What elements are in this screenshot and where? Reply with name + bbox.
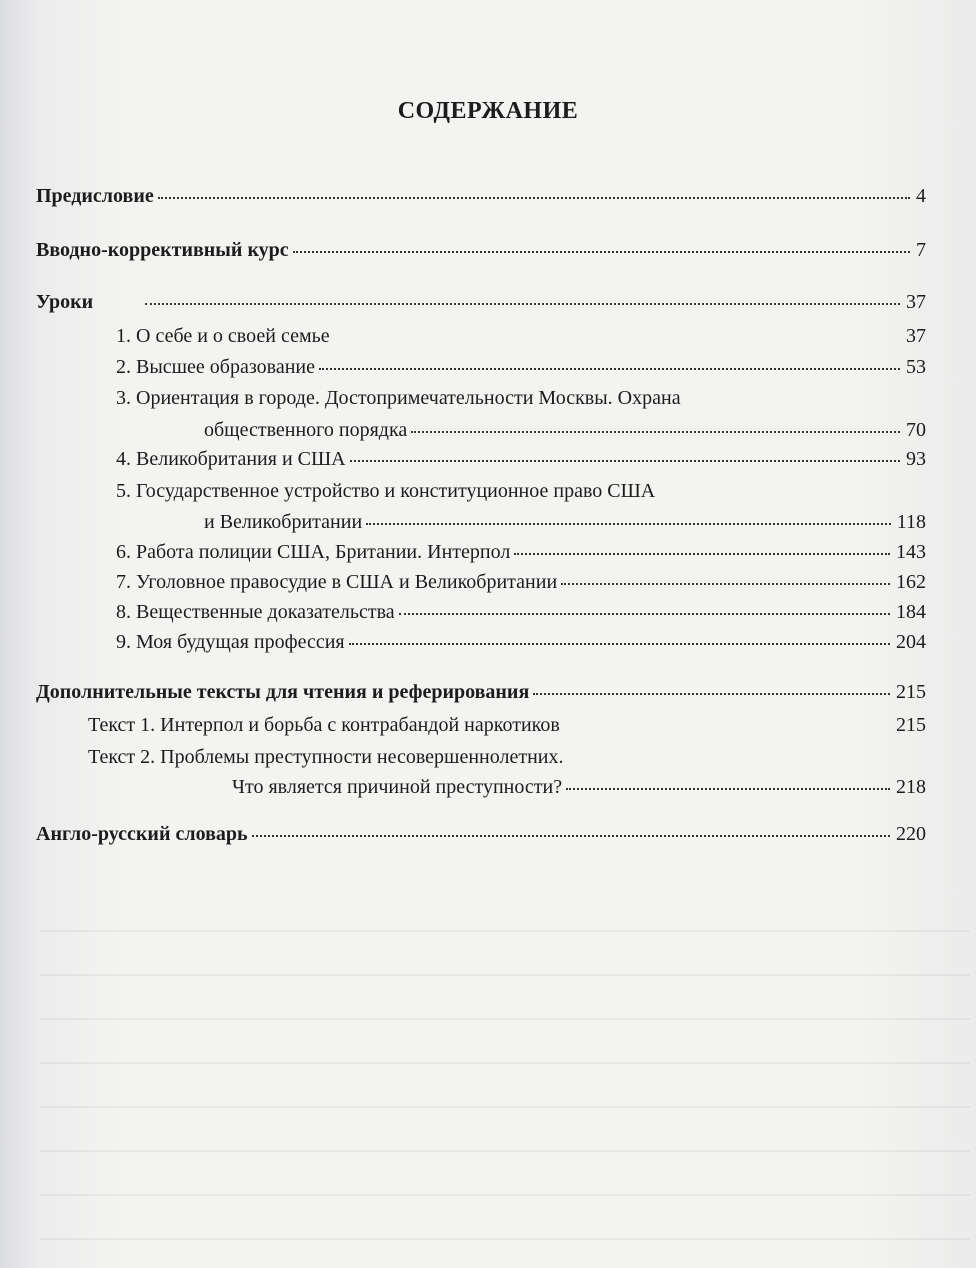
toc-lesson-6 [116, 540, 926, 564]
toc-entry-page: 70 [906, 419, 926, 441]
toc-entry-label: Англо-русский словарь [36, 823, 248, 845]
toc-entry-label: Предисловие [36, 185, 154, 207]
dot-leader [319, 368, 900, 370]
toc-lesson-1 [116, 324, 926, 348]
dot-leader [533, 693, 890, 695]
toc-lesson-8 [116, 600, 926, 624]
dot-leader [411, 431, 900, 433]
toc-lesson-7 [116, 570, 926, 594]
toc-entry-page: 93 [906, 448, 926, 470]
dot-leader [145, 303, 900, 305]
toc-entry-label: 4. Великобритания и США [116, 448, 346, 470]
toc-entry-label: общественного порядка [204, 419, 408, 441]
toc-entry-label: Дополнительные тексты для чтения и реферирования [36, 681, 530, 703]
toc-entry-page: 37 [906, 325, 926, 347]
toc-entry-label: 6. Работа полиции США, Британии. Интерпол [116, 541, 511, 563]
toc-lesson-3-line1: 3. Ориентация в городе. Достопримечательности Москвы. Охрана [116, 387, 681, 409]
toc-entry-preface [36, 184, 926, 208]
toc-additional-1 [88, 713, 926, 737]
dot-leader [399, 613, 890, 615]
dot-leader [334, 337, 900, 339]
toc-lesson-5 [204, 510, 926, 534]
toc-entry-page: 118 [896, 511, 926, 533]
toc-entry-dictionary [36, 822, 926, 846]
toc-entry-page: 143 [896, 541, 926, 563]
toc-entry-label: Текст 1. Интерпол и борьба с контрабандой наркотиков [88, 714, 560, 736]
bleed-through-texture [40, 930, 970, 1260]
toc-entry-page: 215 [896, 714, 926, 736]
toc-additional-2 [232, 775, 926, 799]
toc-entry-page: 215 [896, 681, 926, 703]
toc-entry-page: 184 [896, 601, 926, 623]
toc-entry-page: 4 [916, 185, 926, 207]
toc-entry-label: 2. Высшее образование [116, 356, 315, 378]
dot-leader [350, 460, 900, 462]
toc-entry-label: Уроки [36, 291, 94, 313]
toc-entry-additional [36, 680, 926, 704]
dot-leader [566, 788, 890, 790]
dot-leader [158, 197, 910, 199]
toc-entry-label: Что является причиной преступности? [232, 776, 563, 798]
dot-leader [514, 553, 890, 555]
toc-entry-page: 162 [896, 571, 926, 593]
dot-leader [564, 726, 890, 728]
toc-lesson-2 [116, 355, 926, 379]
toc-entry-page: 37 [906, 291, 926, 313]
toc-entry-page: 204 [896, 631, 926, 653]
dot-leader [366, 523, 891, 525]
toc-entry-page: 53 [906, 356, 926, 378]
dot-leader [349, 643, 890, 645]
toc-additional-2-line1: Текст 2. Проблемы преступности несовершеннолетних. [88, 746, 564, 768]
toc-entry-label: Вводно-коррективный курс [36, 239, 289, 261]
toc-entry-page: 218 [896, 776, 926, 798]
toc-entry-page: 7 [916, 239, 926, 261]
dot-leader [561, 583, 890, 585]
toc-lesson-5-line1: 5. Государственное устройство и конституционное право США [116, 480, 656, 502]
dot-leader [252, 835, 890, 837]
toc-lesson-9 [116, 630, 926, 654]
dot-leader [293, 251, 910, 253]
toc-entry-label: 9. Моя будущая профессия [116, 631, 345, 653]
toc-entry-page: 220 [896, 823, 926, 845]
toc-entry-intro-course [36, 238, 926, 262]
toc-entry-label: 1. О себе и о своей семье [116, 325, 330, 347]
toc-entry-label: 7. Уголовное правосудие в США и Великобритании [116, 571, 558, 593]
toc-entry-label: 8. Вещественные доказательства [116, 601, 395, 623]
toc-entry-label: и Великобритании [204, 511, 363, 533]
toc-lesson-4 [116, 447, 926, 471]
toc-lesson-3 [204, 418, 926, 442]
toc-entry-lessons [36, 290, 926, 314]
page-title: СОДЕРЖАНИЕ [397, 98, 579, 124]
